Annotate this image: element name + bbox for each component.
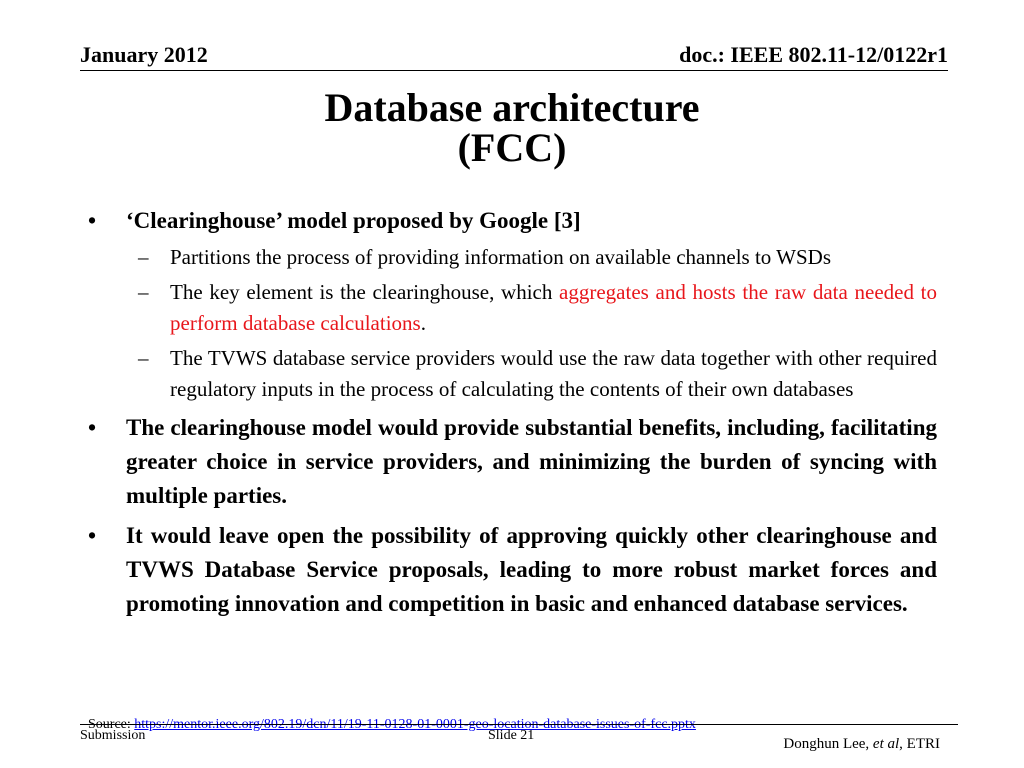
footer-author-org: , ETRI [899, 736, 940, 752]
footer-author-etal: et al [872, 736, 900, 752]
header-divider [80, 70, 948, 71]
source-label: Source: [88, 717, 135, 732]
bullet-icon: • [88, 415, 97, 440]
slide-title [0, 85, 1024, 170]
bullet-text: ‘Clearinghouse’ model proposed by Google [3] [126, 208, 581, 233]
footer-submission: Submission [80, 728, 146, 743]
sub-bullet-partitions [88, 242, 937, 273]
source-link[interactable]: https://mentor.ieee.org/802.19/dcn/11/19-11-0128-01-0001-geo-location-database-issues-of-fcc.pptx [134, 717, 696, 732]
header-doc-id: doc.: IEEE 802.11-12/0122r1 [679, 42, 948, 67]
footer-divider [80, 724, 958, 725]
footer-slide-number: Slide 21 [488, 728, 535, 743]
source-note [88, 717, 696, 733]
highlighted-text: aggregates and hosts the raw data needed to perform database calculations [170, 280, 937, 335]
sub-bullet-text: The key element is the clearinghouse, which [170, 280, 560, 304]
sub-bullet-text: Partitions the process of providing information on available channels to WSDs [170, 245, 831, 269]
sub-bullet-text: The TVWS database service providers would use the raw data together with other required regulatory inputs in the process of calculating the contents of their own databases [170, 346, 937, 401]
bullet-icon: • [88, 208, 97, 233]
bullet-text: It would leave open the possibility of approving quickly other clearinghouse and TVWS Database Service proposals, leading to more robust market forces and promoting innovation and competition in basic and enhanced database services. [126, 523, 937, 616]
footer-author [783, 736, 940, 753]
slide-body [88, 204, 937, 621]
dash-icon: – [138, 346, 149, 370]
slide-title-line1: Database architecture [324, 85, 700, 130]
sub-bullet-key-element [88, 277, 937, 339]
bullet-clearinghouse-model [88, 204, 937, 238]
bullet-open-possibility [88, 519, 937, 621]
bullet-icon: • [88, 523, 97, 548]
dash-icon: – [138, 245, 149, 269]
sub-bullet-tvws-providers [88, 343, 937, 405]
bullet-text: The clearinghouse model would provide substantial benefits, including, facilitating greater choice in service providers, and minimizing the burden of syncing with multiple parties. [126, 415, 937, 508]
sub-bullet-text-end: . [420, 311, 426, 335]
header-date: January 2012 [80, 42, 208, 67]
dash-icon: – [138, 280, 149, 304]
slide-title-line2: (FCC) [457, 125, 567, 170]
bullet-benefits [88, 411, 937, 513]
footer-author-name: Donghun Lee, [783, 736, 873, 752]
